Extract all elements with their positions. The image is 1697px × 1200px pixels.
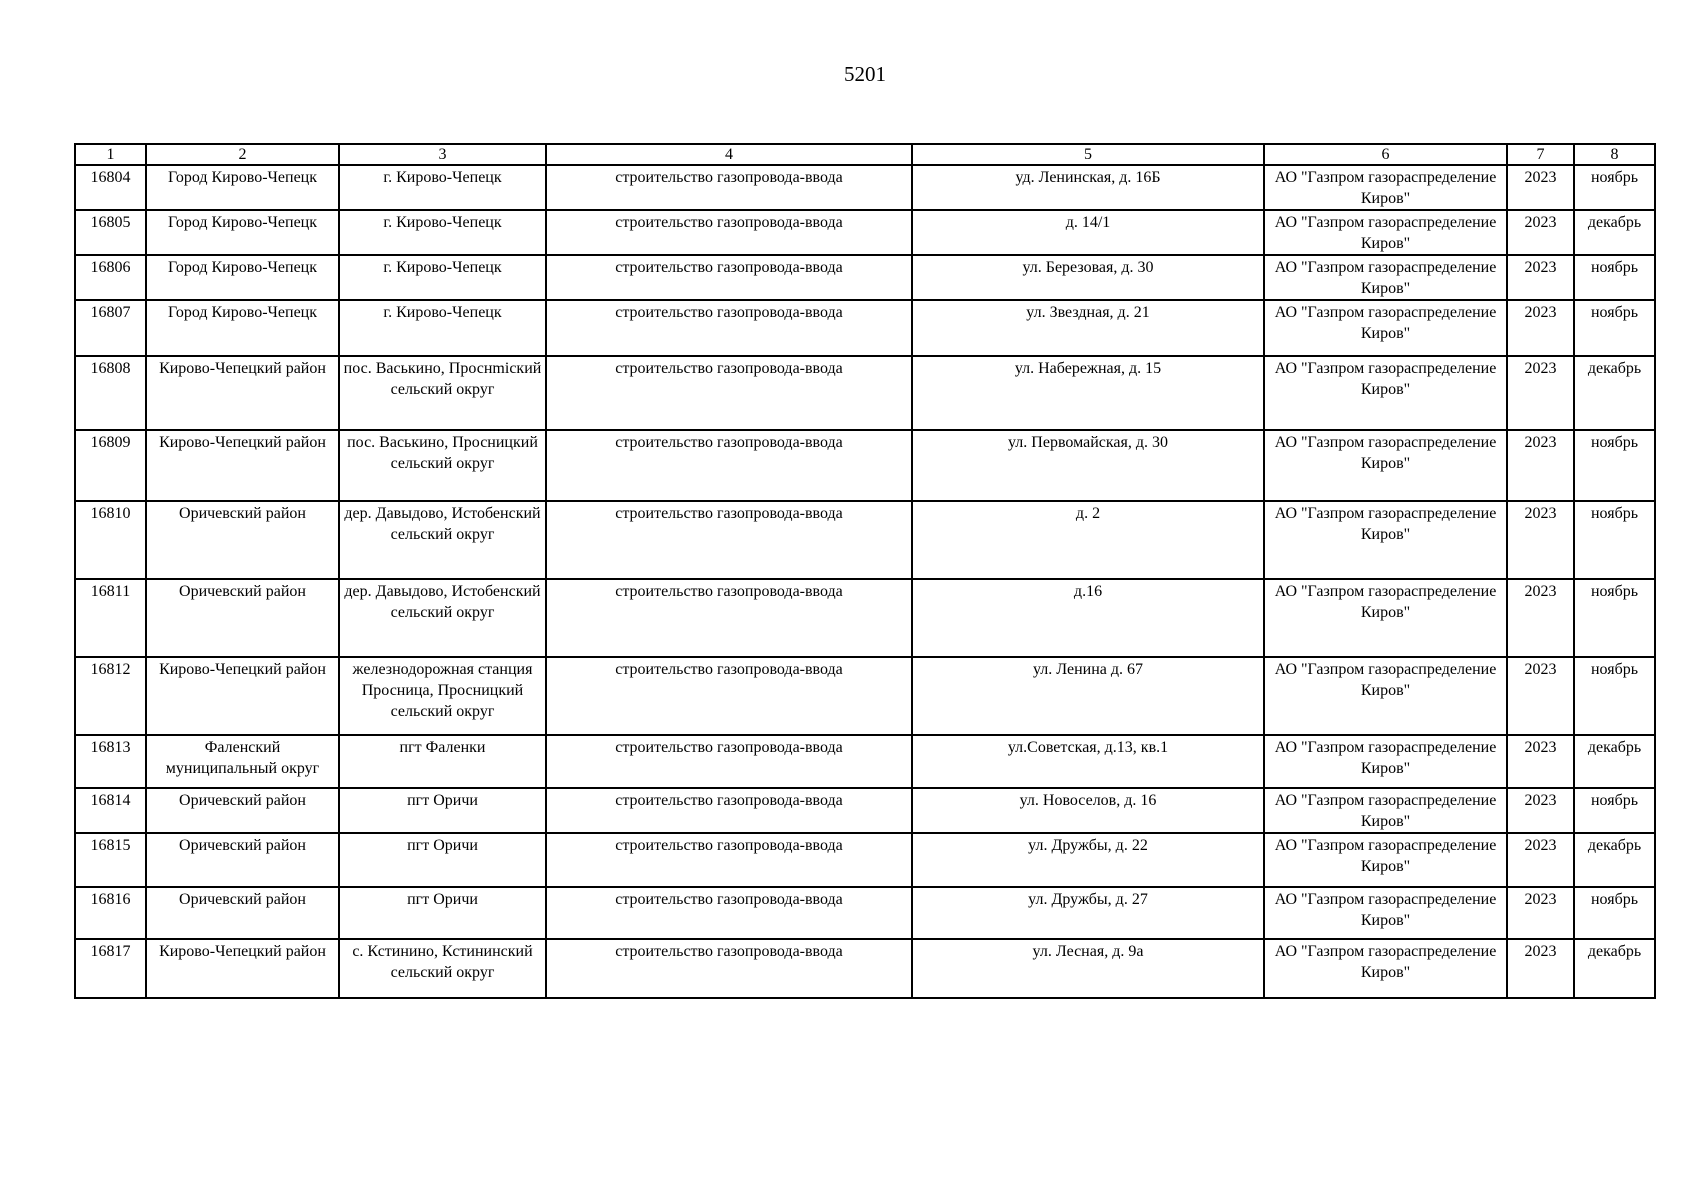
cell-organization: АО "Газпром газораспределение Киров" [1264,356,1507,430]
cell-month: ноябрь [1574,579,1655,657]
cell-settlement: пгт Оричи [339,788,546,833]
header-row [75,144,1655,165]
cell-municipality: Город Кирово-Чепецк [146,210,339,255]
cell-organization: АО "Газпром газораспределение Киров" [1264,165,1507,210]
cell-work-type: строительство газопровода-ввода [546,210,912,255]
cell-month: декабрь [1574,356,1655,430]
cell-municipality: Оричевский район [146,887,339,939]
column-header: 6 [1264,144,1507,165]
cell-number: 16809 [75,430,146,501]
cell-work-type: строительство газопровода-ввода [546,501,912,579]
column-header: 4 [546,144,912,165]
cell-month: ноябрь [1574,887,1655,939]
table-row [75,165,1655,210]
cell-year: 2023 [1507,788,1574,833]
cell-address: ул.Советская, д.13, кв.1 [912,735,1264,788]
table-row [75,501,1655,579]
table-row [75,735,1655,788]
cell-work-type: строительство газопровода-ввода [546,165,912,210]
cell-municipality: Кирово-Чепецкий район [146,430,339,501]
cell-organization: АО "Газпром газораспределение Киров" [1264,210,1507,255]
cell-year: 2023 [1507,300,1574,356]
table-row [75,833,1655,887]
cell-settlement: пос. Васькино, Проснmicкий сельский округ [339,356,546,430]
cell-month: ноябрь [1574,300,1655,356]
cell-number: 16811 [75,579,146,657]
cell-address: д.16 [912,579,1264,657]
cell-settlement: дер. Давыдово, Истобенский сельский округ [339,579,546,657]
cell-address: ул. Березовая, д. 30 [912,255,1264,300]
table-row [75,657,1655,735]
cell-address: ул. Дружбы, д. 22 [912,833,1264,887]
cell-settlement: пгт Оричи [339,833,546,887]
table-row [75,788,1655,833]
cell-month: ноябрь [1574,430,1655,501]
cell-address: уд. Ленинская, д. 16Б [912,165,1264,210]
cell-work-type: строительство газопровода-ввода [546,939,912,998]
cell-number: 16806 [75,255,146,300]
table-row [75,255,1655,300]
cell-settlement: с. Кстинино, Кстининский сельский округ [339,939,546,998]
cell-organization: АО "Газпром газораспределение Киров" [1264,657,1507,735]
column-header: 8 [1574,144,1655,165]
cell-municipality: Кирово-Чепецкий район [146,356,339,430]
column-header: 1 [75,144,146,165]
cell-month: декабрь [1574,833,1655,887]
cell-municipality: Город Кирово-Чепецк [146,255,339,300]
cell-month: декабрь [1574,939,1655,998]
cell-municipality: Оричевский район [146,501,339,579]
cell-number: 16805 [75,210,146,255]
cell-work-type: строительство газопровода-ввода [546,887,912,939]
cell-number: 16804 [75,165,146,210]
table-row [75,579,1655,657]
column-header: 2 [146,144,339,165]
cell-year: 2023 [1507,735,1574,788]
cell-work-type: строительство газопровода-ввода [546,300,912,356]
cell-settlement: пгт Фаленки [339,735,546,788]
column-header: 3 [339,144,546,165]
cell-month: декабрь [1574,210,1655,255]
cell-organization: АО "Газпром газораспределение Киров" [1264,887,1507,939]
cell-municipality: Город Кирово-Чепецк [146,300,339,356]
cell-work-type: строительство газопровода-ввода [546,430,912,501]
cell-work-type: строительство газопровода-ввода [546,833,912,887]
cell-year: 2023 [1507,833,1574,887]
cell-address: ул. Дружбы, д. 27 [912,887,1264,939]
cell-work-type: строительство газопровода-ввода [546,579,912,657]
cell-municipality: Фаленский муниципальный округ [146,735,339,788]
cell-month: ноябрь [1574,788,1655,833]
cell-year: 2023 [1507,887,1574,939]
cell-organization: АО "Газпром газораспределение Киров" [1264,300,1507,356]
cell-settlement: г. Кирово-Чепецк [339,255,546,300]
cell-address: ул. Новоселов, д. 16 [912,788,1264,833]
table-row [75,887,1655,939]
cell-address: ул. Набережная, д. 15 [912,356,1264,430]
cell-address: д. 14/1 [912,210,1264,255]
cell-work-type: строительство газопровода-ввода [546,735,912,788]
table-row [75,356,1655,430]
cell-work-type: строительство газопровода-ввода [546,657,912,735]
cell-number: 16813 [75,735,146,788]
cell-year: 2023 [1507,165,1574,210]
cell-number: 16815 [75,833,146,887]
cell-work-type: строительство газопровода-ввода [546,356,912,430]
cell-settlement: г. Кирово-Чепецк [339,165,546,210]
cell-settlement: пгт Оричи [339,887,546,939]
cell-organization: АО "Газпром газораспределение Киров" [1264,833,1507,887]
cell-number: 16808 [75,356,146,430]
cell-municipality: Кирово-Чепецкий район [146,939,339,998]
cell-organization: АО "Газпром газораспределение Киров" [1264,735,1507,788]
cell-settlement: железнодорожная станция Просница, Просницкий сельский округ [339,657,546,735]
cell-year: 2023 [1507,356,1574,430]
cell-year: 2023 [1507,501,1574,579]
cell-number: 16817 [75,939,146,998]
cell-number: 16814 [75,788,146,833]
table-body [75,165,1655,998]
cell-address: ул. Лесная, д. 9а [912,939,1264,998]
cell-number: 16810 [75,501,146,579]
column-header: 7 [1507,144,1574,165]
cell-municipality: Оричевский район [146,788,339,833]
cell-month: декабрь [1574,735,1655,788]
cell-year: 2023 [1507,657,1574,735]
cell-month: ноябрь [1574,165,1655,210]
column-header: 5 [912,144,1264,165]
cell-year: 2023 [1507,430,1574,501]
cell-organization: АО "Газпром газораспределение Киров" [1264,939,1507,998]
cell-address: д. 2 [912,501,1264,579]
cell-settlement: дер. Давыдово, Истобенский сельский округ [339,501,546,579]
cell-work-type: строительство газопровода-ввода [546,788,912,833]
cell-settlement: г. Кирово-Чепецк [339,210,546,255]
cell-municipality: Город Кирово-Чепецк [146,165,339,210]
cell-municipality: Оричевский район [146,579,339,657]
table-row [75,210,1655,255]
cell-organization: АО "Газпром газораспределение Киров" [1264,579,1507,657]
cell-work-type: строительство газопровода-ввода [546,255,912,300]
cell-year: 2023 [1507,939,1574,998]
cell-year: 2023 [1507,579,1574,657]
cell-month: ноябрь [1574,501,1655,579]
cell-municipality: Оричевский район [146,833,339,887]
cell-year: 2023 [1507,255,1574,300]
cell-month: ноябрь [1574,255,1655,300]
cell-number: 16816 [75,887,146,939]
registry-table [74,143,1656,999]
table-row [75,300,1655,356]
page-number: 5201 [844,62,886,86]
cell-address: ул. Звездная, д. 21 [912,300,1264,356]
table-row [75,430,1655,501]
cell-year: 2023 [1507,210,1574,255]
cell-organization: АО "Газпром газораспределение Киров" [1264,430,1507,501]
cell-organization: АО "Газпром газораспределение Киров" [1264,501,1507,579]
cell-organization: АО "Газпром газораспределение Киров" [1264,788,1507,833]
cell-address: ул. Ленина д. 67 [912,657,1264,735]
cell-organization: АО "Газпром газораспределение Киров" [1264,255,1507,300]
cell-settlement: г. Кирово-Чепецк [339,300,546,356]
cell-number: 16812 [75,657,146,735]
cell-municipality: Кирово-Чепецкий район [146,657,339,735]
cell-month: ноябрь [1574,657,1655,735]
table-row [75,939,1655,998]
cell-settlement: пос. Васькино, Просницкий сельский округ [339,430,546,501]
cell-number: 16807 [75,300,146,356]
cell-address: ул. Первомайская, д. 30 [912,430,1264,501]
